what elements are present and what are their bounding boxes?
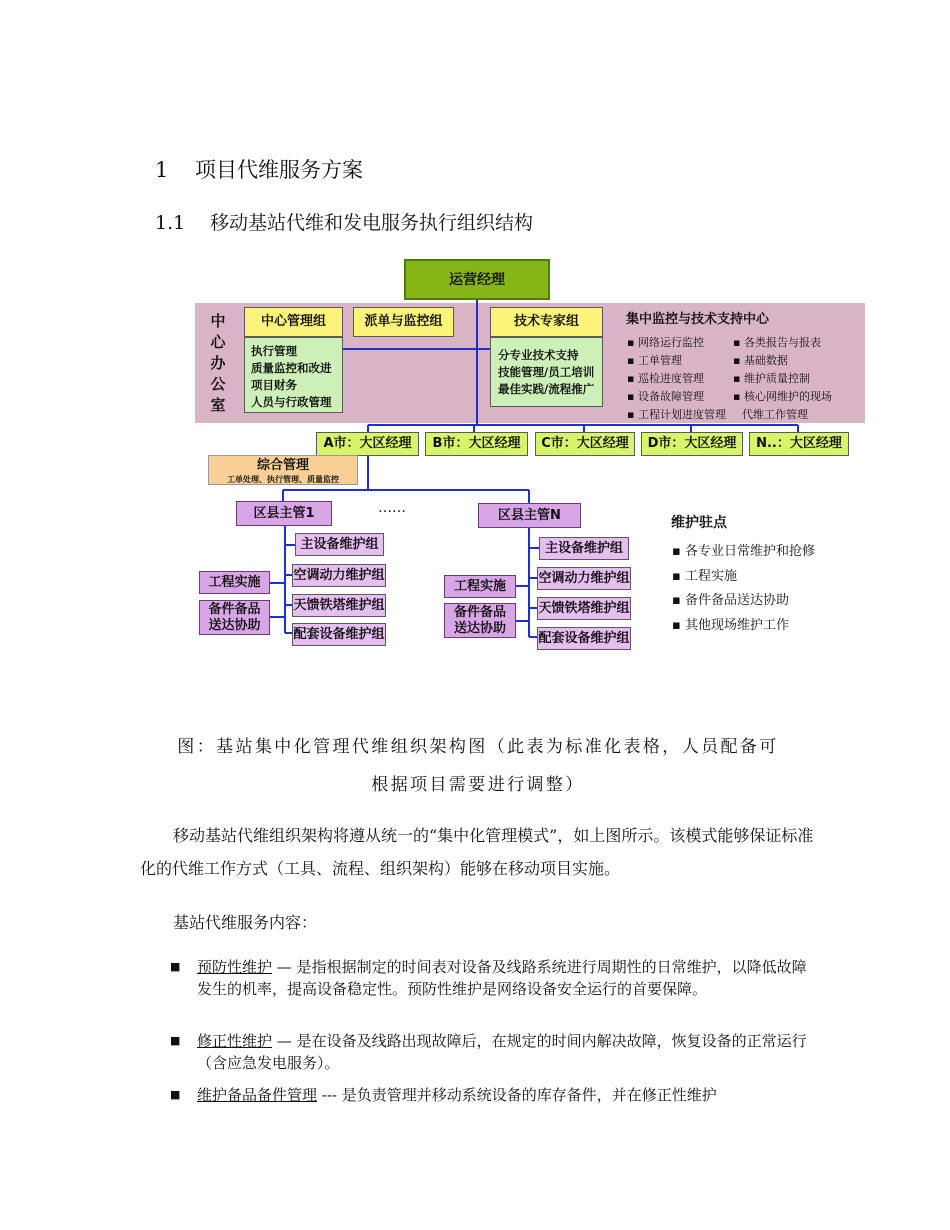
- region-manager-c: C市：大区经理: [535, 432, 635, 456]
- section-heading: 1 项目代维服务方案: [155, 158, 363, 182]
- list-item: ■ 维护备品备件管理 --- 是负责管理并移动系统设备的库存备件，并在修正性维护: [170, 1086, 717, 1104]
- district-manager-n: 区县主管N: [478, 503, 581, 528]
- region-manager-n: N..：大区经理: [749, 432, 849, 456]
- ops-manager-box: 运营经理: [404, 259, 550, 300]
- bullet-icon: ■: [170, 960, 181, 973]
- expert-group-title: 技术专家组: [490, 307, 603, 337]
- expert-group-box: 分专业技术支持 技能管理/员工培训 最佳实践/流程推广: [490, 337, 603, 407]
- team-aircon-power-1: 空调动力维护组: [292, 564, 386, 587]
- paragraph-service-heading: 基站代维服务内容：: [173, 913, 318, 932]
- engineering-box-n: 工程实施: [444, 575, 516, 598]
- station-title: 维护驻点: [671, 515, 727, 531]
- general-mgmt-box: 综合管理 工单处理、执行管理、质量监控: [208, 455, 358, 485]
- engineering-box-1: 工程实施: [199, 571, 270, 594]
- center-mgmt-group-box: 执行管理 质量监控和改进 项目财务 人员与行政管理: [244, 337, 343, 413]
- region-manager-a: A市：大区经理: [316, 432, 419, 456]
- team-main-equipment-1: 主设备维护组: [295, 533, 384, 556]
- team-antenna-tower-1: 天馈铁塔维护组: [292, 594, 386, 617]
- monitor-center-right-list: ▪ 各类报告与报表 ▪ 基础数据 ▪ 维护质量控制 ▪ 核心网维护的现场 代维工作管理: [733, 334, 832, 424]
- station-list: ▪ 各专业日常维护和抢修 ▪ 工程实施 ▪ 备件备品送达协助 ▪ 其他现场维护工作: [672, 540, 815, 638]
- spare-parts-box-1: 备件备品 送达协助: [199, 600, 270, 635]
- list-item: ■ 修正性维护 — 是在设备及线路出现故障后，在规定的时间内解决故障，恢复设备的正常运行（含应急发电服务）。: [170, 1032, 807, 1072]
- team-antenna-tower-n: 天馈铁塔维护组: [537, 597, 631, 620]
- center-mgmt-group-title: 中心管理组: [244, 307, 343, 337]
- bullet-icon: ■: [170, 1034, 181, 1047]
- monitor-center-left-list: ▪ 网络运行监控 ▪ 工单管理 ▪ 巡检进度管理 ▪ 设备故障管理 ▪ 工程计划进度管理: [627, 334, 726, 424]
- monitor-center-title: 集中监控与技术支持中心: [626, 312, 770, 327]
- center-office-label: 中 心 办 公 室: [210, 312, 226, 414]
- list-item: ■ 预防性维护 — 是指根据制定的时间表对设备及线路系统进行周期性的日常维护，以降低故障发生的机率，提高设备稳定性。预防性维护是网络设备安全运行的首要保障。: [170, 958, 807, 998]
- spare-parts-box-n: 备件备品 送达协助: [444, 603, 516, 638]
- bullet-icon: ■: [170, 1088, 181, 1101]
- district-manager-1: 区县主管1: [236, 501, 332, 526]
- team-support-equipment-1: 配套设备维护组: [292, 623, 386, 646]
- dispatch-group-box: 派单与监控组: [353, 307, 454, 337]
- region-manager-b: B市：大区经理: [425, 432, 528, 456]
- team-aircon-power-n: 空调动力维护组: [537, 567, 631, 590]
- paragraph-intro: 移动基站代维组织架构将遵从统一的“集中化管理模式”，如上图所示。该模式能够保证标准化的代维工作方式（工具、流程、组织架构）能够在移动项目实施。: [140, 826, 814, 878]
- ellipsis: ……: [378, 500, 406, 516]
- region-manager-d: D市：大区经理: [641, 432, 743, 456]
- team-support-equipment-n: 配套设备维护组: [537, 627, 631, 650]
- figure-caption: 图：基站集中化管理代维组织架构图（此表为标准化表格，人员配备可 根据项目需要进行调整）: [177, 737, 779, 795]
- subsection-heading: 1.1 移动基站代维和发电服务执行组织结构: [155, 212, 534, 234]
- team-main-equipment-n: 主设备维护组: [539, 537, 629, 560]
